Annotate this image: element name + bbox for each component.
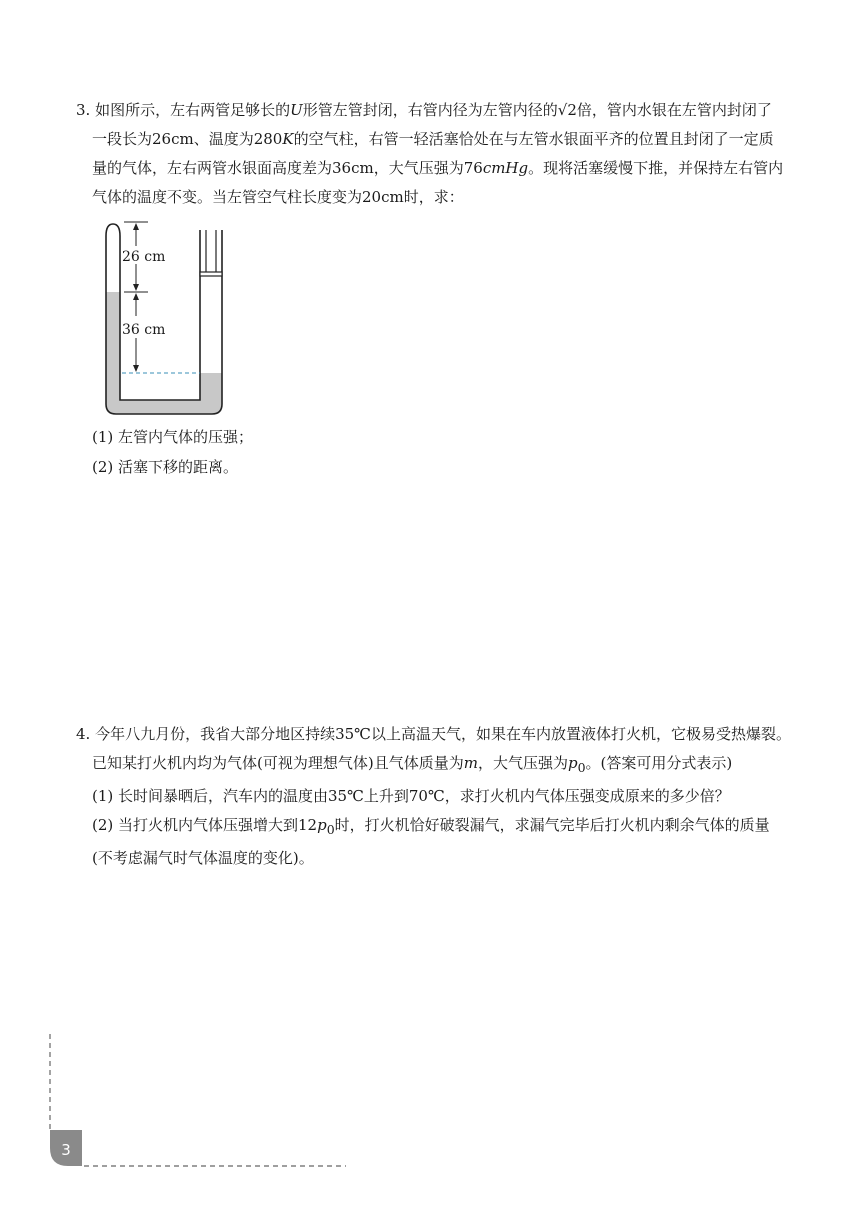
q4-line-1: 4. 今年八九月份，我省大部分地区持续35℃以上高温天气，如果在车内放置液体打火机，它极易受热爆裂。 xyxy=(76,725,791,743)
q3-line-3: 量的气体，左右两管水银面高度差为36cm，大气压强为76cmHg。现将活塞缓慢下推，并保持左右管内 xyxy=(92,159,784,177)
q3-line-1: 3. 如图所示，左右两管足够长的U形管左管封闭，右管内径为左管内径的√2倍，管内水银在左管内封闭了 xyxy=(76,101,772,119)
q3-sub-1: (1) 左管内气体的压强； xyxy=(92,428,254,446)
q4-sub-1: (1) 长时间暴晒后，汽车内的温度由35℃上升到70℃，求打火机内气体压强变成原来的多少倍？ xyxy=(92,787,730,805)
q3-sub-2: (2) 活塞下移的距离。 xyxy=(92,458,239,476)
q3-line-2: 一段长为26cm、温度为280K的空气柱，右管一轻活塞恰处在与左管水银面平齐的位置且封闭了一定质 xyxy=(92,130,774,148)
q3-subquestions xyxy=(92,422,253,482)
question-4 xyxy=(76,720,816,873)
q3-line-4: 气体的温度不变。当左管空气柱长度变为20cm时，求： xyxy=(92,188,464,206)
label-26cm: 26 cm xyxy=(122,249,166,265)
piston xyxy=(200,272,222,276)
q4-sub-2: (2) 当打火机内气体压强增大到$12p_0$时，打火机恰好破裂漏气，求漏气完毕后打火机内剩余气体的质量 xyxy=(92,816,770,837)
q4-line-2: 已知某打火机内均为气体(可视为理想气体)且气体质量为m，大气压强为$p_0$。(答案可用分式表示) xyxy=(92,754,733,775)
question-3 xyxy=(76,96,816,212)
q4-sub-2-cont: (不考虑漏气时气体温度的变化)。 xyxy=(92,849,314,867)
page-number: 3 xyxy=(61,1141,71,1159)
mercury xyxy=(106,292,222,414)
label-36cm: 36 cm xyxy=(122,322,166,338)
u-tube-figure xyxy=(96,218,236,418)
page-footer xyxy=(44,1030,364,1180)
